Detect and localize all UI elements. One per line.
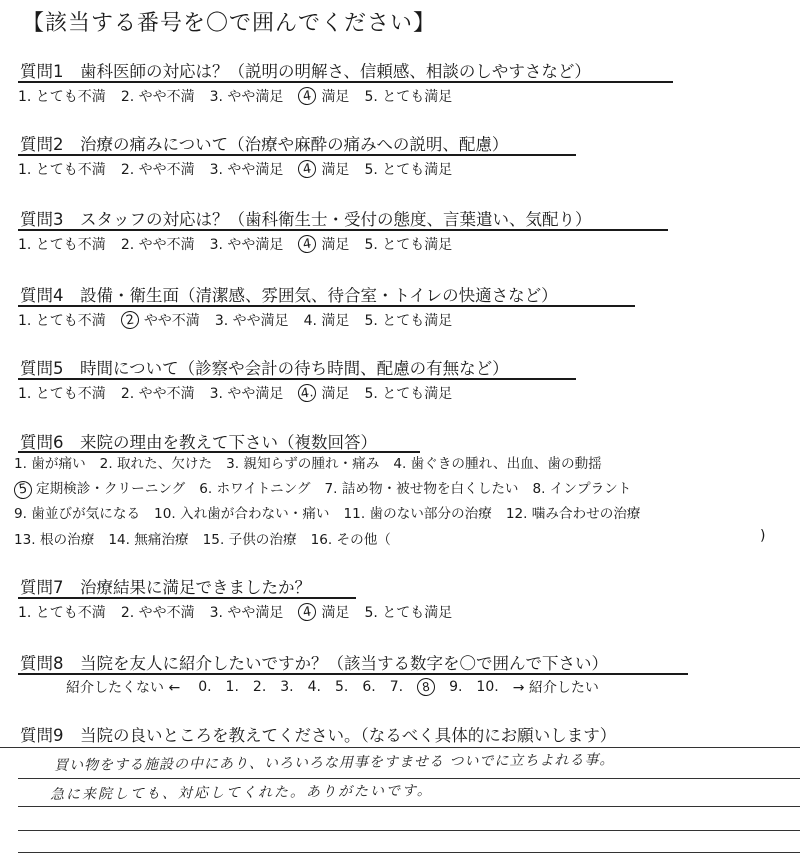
q9-title: 質問9 当院の良いところを教えてください。（なるべく具体的にお願いします） bbox=[20, 726, 617, 745]
q2-option[interactable]: 1. とても不満 bbox=[18, 162, 106, 178]
q8-right-label: → 紹介したい bbox=[512, 680, 599, 696]
q6-reason-row bbox=[14, 477, 655, 502]
q1-option-circled[interactable]: 4 満足 bbox=[298, 86, 349, 106]
q1-option[interactable]: 2. やや不満 bbox=[120, 89, 195, 105]
q5-option[interactable]: 2. やや不満 bbox=[120, 386, 195, 402]
q7-option[interactable]: 3. やや満足 bbox=[209, 605, 284, 621]
q6-reason[interactable]: 1. 歯が痛い bbox=[14, 456, 86, 472]
q8-scale-value[interactable]: 6. bbox=[362, 679, 376, 695]
q7-option-circled[interactable]: 4 満足 bbox=[298, 602, 349, 622]
q7-option[interactable]: 5. とても満足 bbox=[364, 605, 453, 621]
q6-reason-row bbox=[14, 528, 655, 553]
answer-line bbox=[18, 806, 800, 807]
q6-title: 質問6 来院の理由を教えて下さい（複数回答） bbox=[20, 433, 377, 452]
q6-reason[interactable]: 13. 根の治療 bbox=[14, 531, 95, 548]
answer-line bbox=[18, 852, 800, 853]
q2-option[interactable]: 3. やや満足 bbox=[209, 162, 284, 178]
answer-line bbox=[18, 778, 800, 779]
q8-scale-value[interactable]: 9. bbox=[449, 679, 463, 695]
q6-reason-list bbox=[14, 452, 655, 553]
q8-scale-value[interactable]: 7. bbox=[389, 679, 404, 695]
q8-scale-value[interactable]: 0. bbox=[198, 679, 212, 695]
q3-option[interactable]: 1. とても不満 bbox=[18, 237, 106, 253]
q1-option[interactable]: 5. とても満足 bbox=[364, 89, 453, 105]
q6-reason[interactable]: 11. 歯のない部分の治療 bbox=[343, 506, 492, 523]
q4-option-circled[interactable]: 2 やや不満 bbox=[121, 310, 200, 330]
q2-option[interactable]: 2. やや不満 bbox=[120, 162, 195, 178]
q3-underline bbox=[18, 229, 668, 231]
q6-reason-row bbox=[14, 452, 655, 477]
q8-scale-value-circled[interactable]: 8 bbox=[416, 677, 436, 697]
q6-reason[interactable]: 14. 無痛治療 bbox=[108, 531, 189, 548]
q6-reason[interactable]: 9. 歯並びが気になる bbox=[14, 506, 141, 523]
q6-reason[interactable]: 16. その他（ bbox=[310, 531, 391, 548]
q5-option[interactable]: 5. とても満足 bbox=[364, 386, 453, 402]
q8-scale-value[interactable]: 1. bbox=[225, 679, 239, 695]
q7-option[interactable]: 1. とても不満 bbox=[18, 605, 106, 621]
q2-underline bbox=[18, 154, 576, 156]
q1-underline bbox=[18, 81, 673, 83]
q3-option[interactable]: 2. やや不満 bbox=[120, 237, 195, 253]
q9-handwritten-answer[interactable]: 急に来院しても、対応してくれた。ありがたいです。 bbox=[49, 782, 433, 804]
q6-reason[interactable]: 12. 噛み合わせの治療 bbox=[505, 506, 641, 523]
q3-option[interactable]: 5. とても満足 bbox=[364, 237, 453, 253]
q8-underline bbox=[18, 673, 688, 675]
q4-option[interactable]: 4. 満足 bbox=[303, 313, 350, 329]
q8-scale-value[interactable]: 4. bbox=[307, 679, 321, 695]
q8-scale-value[interactable]: 5. bbox=[334, 679, 349, 695]
q6-reason[interactable]: 10. 入れ歯が合わない・痛い bbox=[154, 506, 330, 523]
q4-option[interactable]: 3. やや満足 bbox=[214, 313, 289, 329]
q8-scale bbox=[66, 677, 613, 697]
answer-line bbox=[18, 830, 800, 831]
q5-options bbox=[18, 383, 467, 403]
q4-underline bbox=[18, 305, 635, 307]
q1-option[interactable]: 3. やや満足 bbox=[209, 89, 284, 105]
q6-reason-row bbox=[14, 502, 655, 527]
q1-options bbox=[18, 86, 467, 106]
q6-reason[interactable]: 8. インプラント bbox=[532, 481, 632, 498]
q7-title: 質問7 治療結果に満足できましたか？ bbox=[20, 578, 311, 597]
q3-options bbox=[18, 234, 467, 254]
q2-options bbox=[18, 159, 467, 179]
q1-option[interactable]: 1. とても不満 bbox=[18, 89, 106, 105]
q4-option[interactable]: 5. とても満足 bbox=[364, 313, 453, 329]
answer-line bbox=[0, 747, 800, 748]
q6-reason[interactable]: 7. 詰め物・被せ物を白くしたい bbox=[324, 481, 519, 498]
q3-title: 質問3 スタッフの対応は？（歯科衛生士・受付の態度、言葉遣い、気配り） bbox=[20, 210, 592, 229]
q9-handwritten-answer[interactable]: 買い物をする施設の中にあり、いろいろな用事をすませる ついでに立ちよれる事。 bbox=[53, 752, 615, 774]
q3-option[interactable]: 3. やや満足 bbox=[209, 237, 284, 253]
q1-title: 質問1 歯科医師の対応は？（説明の明解さ、信頼感、相談のしやすさなど） bbox=[20, 62, 591, 81]
q6-reason[interactable]: 15. 子供の治療 bbox=[202, 531, 297, 548]
q8-scale-value[interactable]: 10. bbox=[476, 679, 499, 695]
q4-options bbox=[18, 310, 467, 330]
q5-option[interactable]: 3. やや満足 bbox=[209, 386, 284, 402]
q5-title: 質問5 時間について（診察や会計の待ち時間、配慮の有無など） bbox=[20, 359, 509, 378]
q2-option-circled[interactable]: 4 満足 bbox=[298, 159, 349, 179]
q6-reason[interactable]: 2. 取れた、欠けた bbox=[99, 456, 213, 472]
q6-reason[interactable]: 4. 歯ぐきの腫れ、出血、歯の動揺 bbox=[393, 456, 602, 472]
q2-option[interactable]: 5. とても満足 bbox=[364, 162, 453, 178]
q6-circled-number: 5 bbox=[13, 480, 33, 500]
form-header: 【該当する番号を〇で囲んでください】 bbox=[22, 11, 437, 36]
q6-reason[interactable]: 3. 親知らずの腫れ・痛み bbox=[226, 456, 380, 472]
q5-option[interactable]: 1. とても不満 bbox=[18, 386, 106, 402]
q8-left-label: 紹介したくない ← bbox=[66, 680, 181, 696]
q8-title: 質問8 当院を友人に紹介したいですか？（該当する数字を〇で囲んで下さい） bbox=[20, 654, 608, 673]
q7-option[interactable]: 2. やや不満 bbox=[120, 605, 195, 621]
q4-title: 質問4 設備・衛生面（清潔感、雰囲気、待合室・トイレの快適さなど） bbox=[20, 286, 558, 305]
q7-underline bbox=[18, 597, 356, 599]
q6-reason-circled[interactable]: 5 定期検診・クリーニング bbox=[14, 477, 185, 502]
q7-options bbox=[18, 602, 467, 622]
q3-option-circled[interactable]: 4 満足 bbox=[298, 234, 349, 254]
q6-reason[interactable]: 6. ホワイトニング bbox=[199, 481, 311, 498]
q8-scale-value[interactable]: 2. bbox=[252, 679, 267, 695]
q8-scale-value[interactable]: 3. bbox=[280, 679, 294, 695]
q2-title: 質問2 治療の痛みについて（治療や麻酔の痛みへの説明、配慮） bbox=[20, 135, 509, 154]
q5-option-circled[interactable]: 4. 満足 bbox=[298, 383, 349, 403]
q4-option[interactable]: 1. とても不満 bbox=[18, 313, 106, 329]
q6-other-close-paren: ) bbox=[760, 528, 766, 544]
q5-underline bbox=[18, 378, 576, 380]
